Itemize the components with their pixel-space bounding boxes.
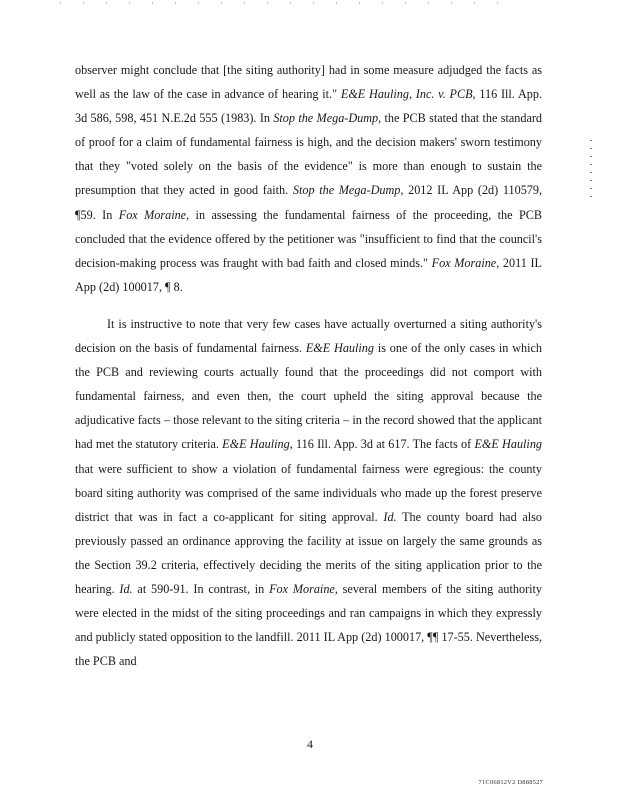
page-number: 4 — [307, 737, 313, 751]
case-name: Fox Moraine — [118, 207, 187, 222]
paragraph-2 — [75, 312, 542, 673]
text-run: , several members of the siting authority were elected in the midst of the siting proceedings and ran campaigns in which they expressly and publicly stated opposition to the landfill. 2011 IL App (2d) 100017, ¶¶ 17-55. Nevertheless, the PCB and — [75, 581, 543, 669]
body-text — [75, 58, 542, 673]
case-citation: E&E Hauling, Inc. v. PCB — [340, 87, 473, 102]
text-run: that were sufficient to show a violation of fundamental fairness were egregious: the county board siting authority was comprised of the same individuals who made up the forest preserve district that was in fact a co-applicant for siting approval. — [75, 461, 542, 524]
text-run: , 116 Ill. App. 3d 586, 598, 451 N.E.2d 555 (1983). In — [75, 87, 542, 126]
case-name: E&E Hauling — [474, 437, 543, 452]
case-citation: Fox Moraine — [431, 255, 497, 270]
text-run: observer might conclude that [the siting authority] had in some measure adjudged the facts as well as the law of the case in advance of hearing it." — [75, 63, 542, 102]
text-run: It is instructive to note that very few cases have actually overturned a siting authority's decision on the basis of fundamental fairness. — [75, 316, 542, 356]
scan-artifact-margin — [590, 140, 592, 198]
scan-artifact-top — [60, 2, 510, 4]
case-name: Fox Moraine — [269, 581, 335, 596]
text-run: is one of the only cases in which the PCB and reviewing courts actually found that the proceedings did not comport with fundamental fairness, and even then, the court upheld the siting approval because the adjudicative facts – those relevant to the siting criteria – in the record showed that the applicant had met the statutory criteria. — [75, 341, 542, 452]
text-run: , 2011 IL App (2d) 100017, ¶ 8. — [75, 255, 543, 294]
document-id: 71C06812V2 D888527 — [478, 779, 543, 786]
text-run: The county board had also previously passed an ordinance approving the facility at issue on largely the same grounds as the Section 39.2 criteria, effectively deciding the merits of the siting application prior to the hearing. — [75, 509, 542, 596]
case-name: Stop the Mega-Dump — [273, 111, 379, 126]
case-name: E&E Hauling — [222, 437, 290, 452]
id-citation: Id. — [119, 581, 133, 596]
text-run: , in assessing the fundamental fairness of the proceeding, the PCB concluded that the evidence offered by the petitioner was "insufficient to find that the council's decision-making process was fraught with bad faith and closed minds." — [75, 207, 542, 270]
case-citation: Stop the Mega-Dump — [292, 183, 401, 198]
text-run: , the PCB stated that the standard of proof for a claim of fundamental fairness is high, and the decision makers' sworn testimony that they "voted solely on the basis of the evidence" is more than enough to sustain the presumption that they acted in good faith. — [75, 111, 543, 198]
text-run: at 590-91. In contrast, in — [137, 581, 265, 596]
id-citation: Id. — [383, 509, 397, 524]
text-run: , 116 Ill. App. 3d at 617. The facts of — [289, 437, 472, 452]
case-name: E&E Hauling — [305, 341, 374, 356]
text-run: , 2012 IL App (2d) 110579, ¶59. In — [75, 183, 543, 222]
paragraph-1 — [75, 58, 542, 299]
